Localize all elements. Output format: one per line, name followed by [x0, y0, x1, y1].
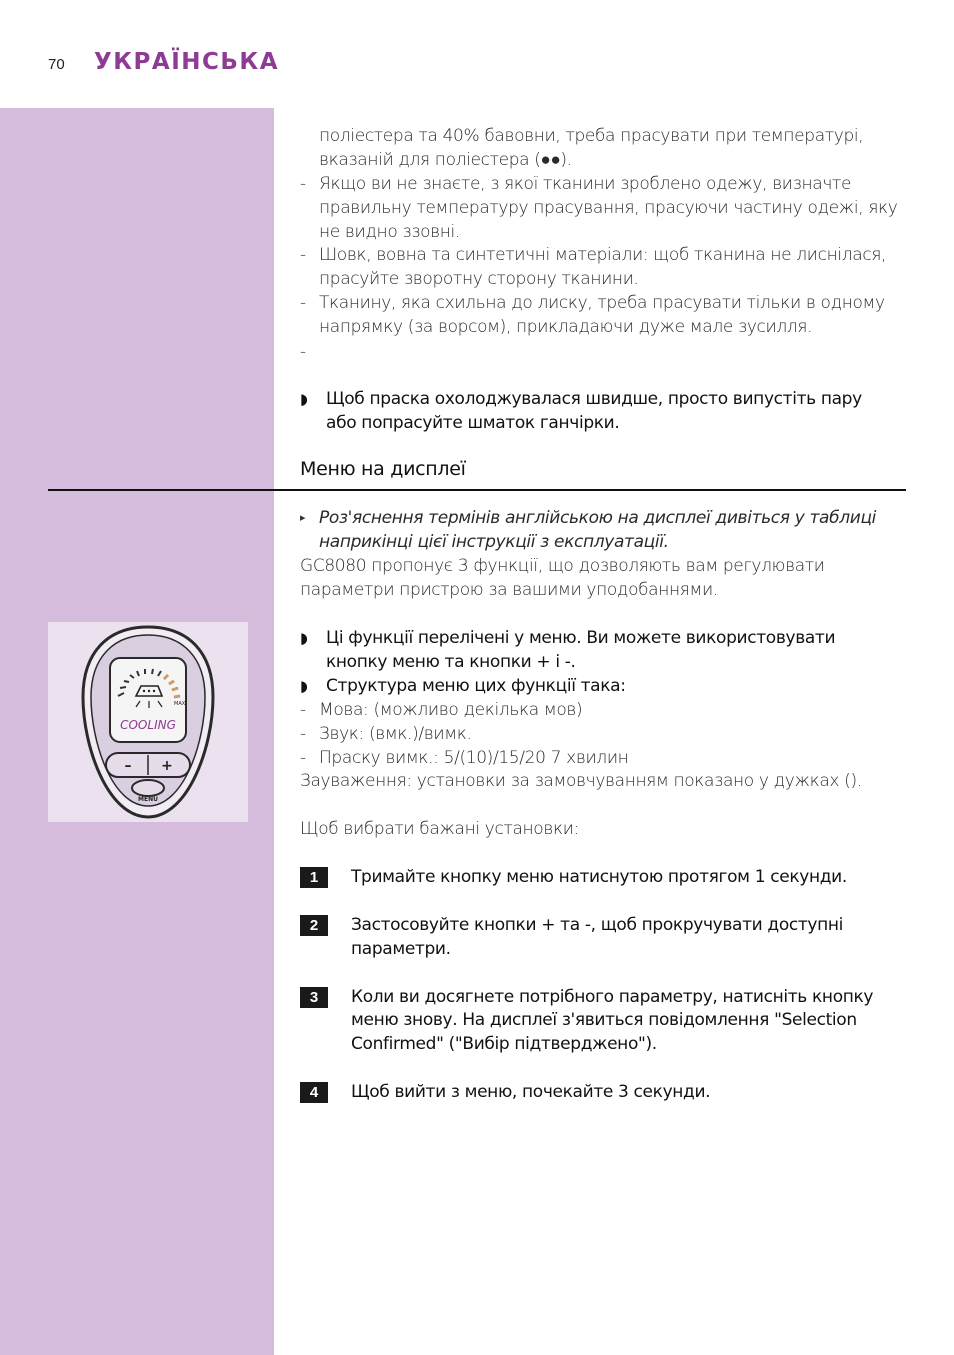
intro-line: вказаній для поліестера (●●).: [319, 150, 572, 170]
step-number-badge: 2: [300, 915, 328, 936]
figure-pointer: [222, 622, 248, 648]
step-number-badge: 4: [300, 1082, 328, 1103]
bullet-icon: ◗: [300, 390, 308, 408]
minus-button-label[interactable]: –: [124, 758, 132, 774]
dash-item-line: прасуйте зворотну сторону тканини.: [319, 269, 639, 289]
note-line: Роз'яснення термінів англійською на дисплеї дивіться у таблиці: [319, 508, 877, 528]
dash-marker: -: [300, 293, 306, 313]
bullet-icon: ◗: [300, 677, 308, 695]
dash-marker: -: [300, 748, 306, 768]
intro-paragraph-line: GC8080 пропонує 3 функції, що дозволяють вам регулювати: [300, 556, 825, 576]
remark-text: Зауваження: установки за замовчуванням показано у дужках ().: [300, 771, 862, 791]
step-line: меню знову. На дисплеї з'явиться повідомлення "Selection: [351, 1010, 857, 1030]
menu-button-label: MENU: [138, 796, 158, 803]
step-line: Коли ви досягнете потрібного параметру, натисніть кнопку: [351, 987, 874, 1007]
tip-line: або попрасуйте шматок ганчірки.: [326, 413, 620, 433]
device-display-figure: [48, 622, 248, 822]
language-title: УКРАЇНСЬКА: [94, 49, 280, 75]
step-line: параметри.: [351, 939, 451, 959]
step-line: Confirmed" ("Вибір підтверджено").: [351, 1034, 657, 1054]
choose-text: Щоб вибрати бажані установки:: [300, 819, 579, 839]
page-number: 70: [48, 56, 65, 73]
step-line: Щоб вийти з меню, почекайте 3 секунди.: [351, 1082, 711, 1102]
menu-button[interactable]: [132, 780, 164, 796]
menu-item: Звук: (вмк.)/вимк.: [319, 724, 472, 744]
dash-item-line: не видно ззовні.: [319, 222, 460, 242]
dash-marker: -: [300, 700, 306, 720]
intro-line: поліестера та 40% бавовни, треба прасувати при температурі,: [319, 126, 864, 146]
menu-item: Праску вимк.: 5/(10)/15/20 7 хвилин: [319, 748, 629, 768]
tip-line: Щоб праска охолоджувалася швидше, просто випустіть пару: [326, 389, 862, 409]
section-divider: [48, 489, 906, 491]
dash-marker: -: [300, 724, 306, 744]
triangle-marker-icon: ▸: [300, 511, 306, 524]
iron-control-panel-illustration: [48, 622, 248, 822]
display-status-text: COOLING: [120, 718, 176, 732]
intro-paragraph-line: параметри пристрою за вашими уподобаннями.: [300, 580, 718, 600]
step-line: Застосовуйте кнопки + та -, щоб прокручувати доступні: [351, 915, 844, 935]
menu-item: Мова: (можливо декілька мов): [319, 700, 583, 720]
dash-item-line: напрямку (за ворсом), прикладаючи дуже мале зусилля.: [319, 317, 813, 337]
max-label: MAX: [174, 701, 186, 707]
note-line: наприкінці цієї інструкції з експлуатації.: [319, 532, 669, 552]
bullet-line: кнопку меню та кнопки + і -.: [326, 652, 576, 672]
step-number-badge: 3: [300, 987, 328, 1008]
step-line: Тримайте кнопку меню натиснутою протягом 1 секунди.: [351, 867, 847, 887]
bullet-line: Ці функції перелічені у меню. Ви можете використовувати: [326, 628, 836, 648]
bullet-icon: ◗: [300, 629, 308, 647]
section-heading: Меню на дисплеї: [300, 458, 466, 480]
dash-item-line: Шовк, вовна та синтетичні матеріали: щоб тканина не лиснілася,: [319, 245, 887, 265]
dash-item-line: правильну температуру прасування, прасуючи частину одежі, яку: [319, 198, 898, 218]
dash-item-line: Тканину, яка схильна до лиску, треба прасувати тільки в одному: [319, 293, 885, 313]
bullet-line: Структура меню цих функції така:: [326, 676, 626, 696]
dash-marker: -: [300, 342, 306, 362]
dash-marker: -: [300, 245, 306, 265]
dash-marker: -: [300, 174, 306, 194]
step-number-badge: 1: [300, 867, 328, 888]
plus-button-label[interactable]: +: [161, 758, 173, 774]
dash-item-line: Якщо ви не знаєте, з якої тканини зроблено одежу, визначте: [319, 174, 852, 194]
